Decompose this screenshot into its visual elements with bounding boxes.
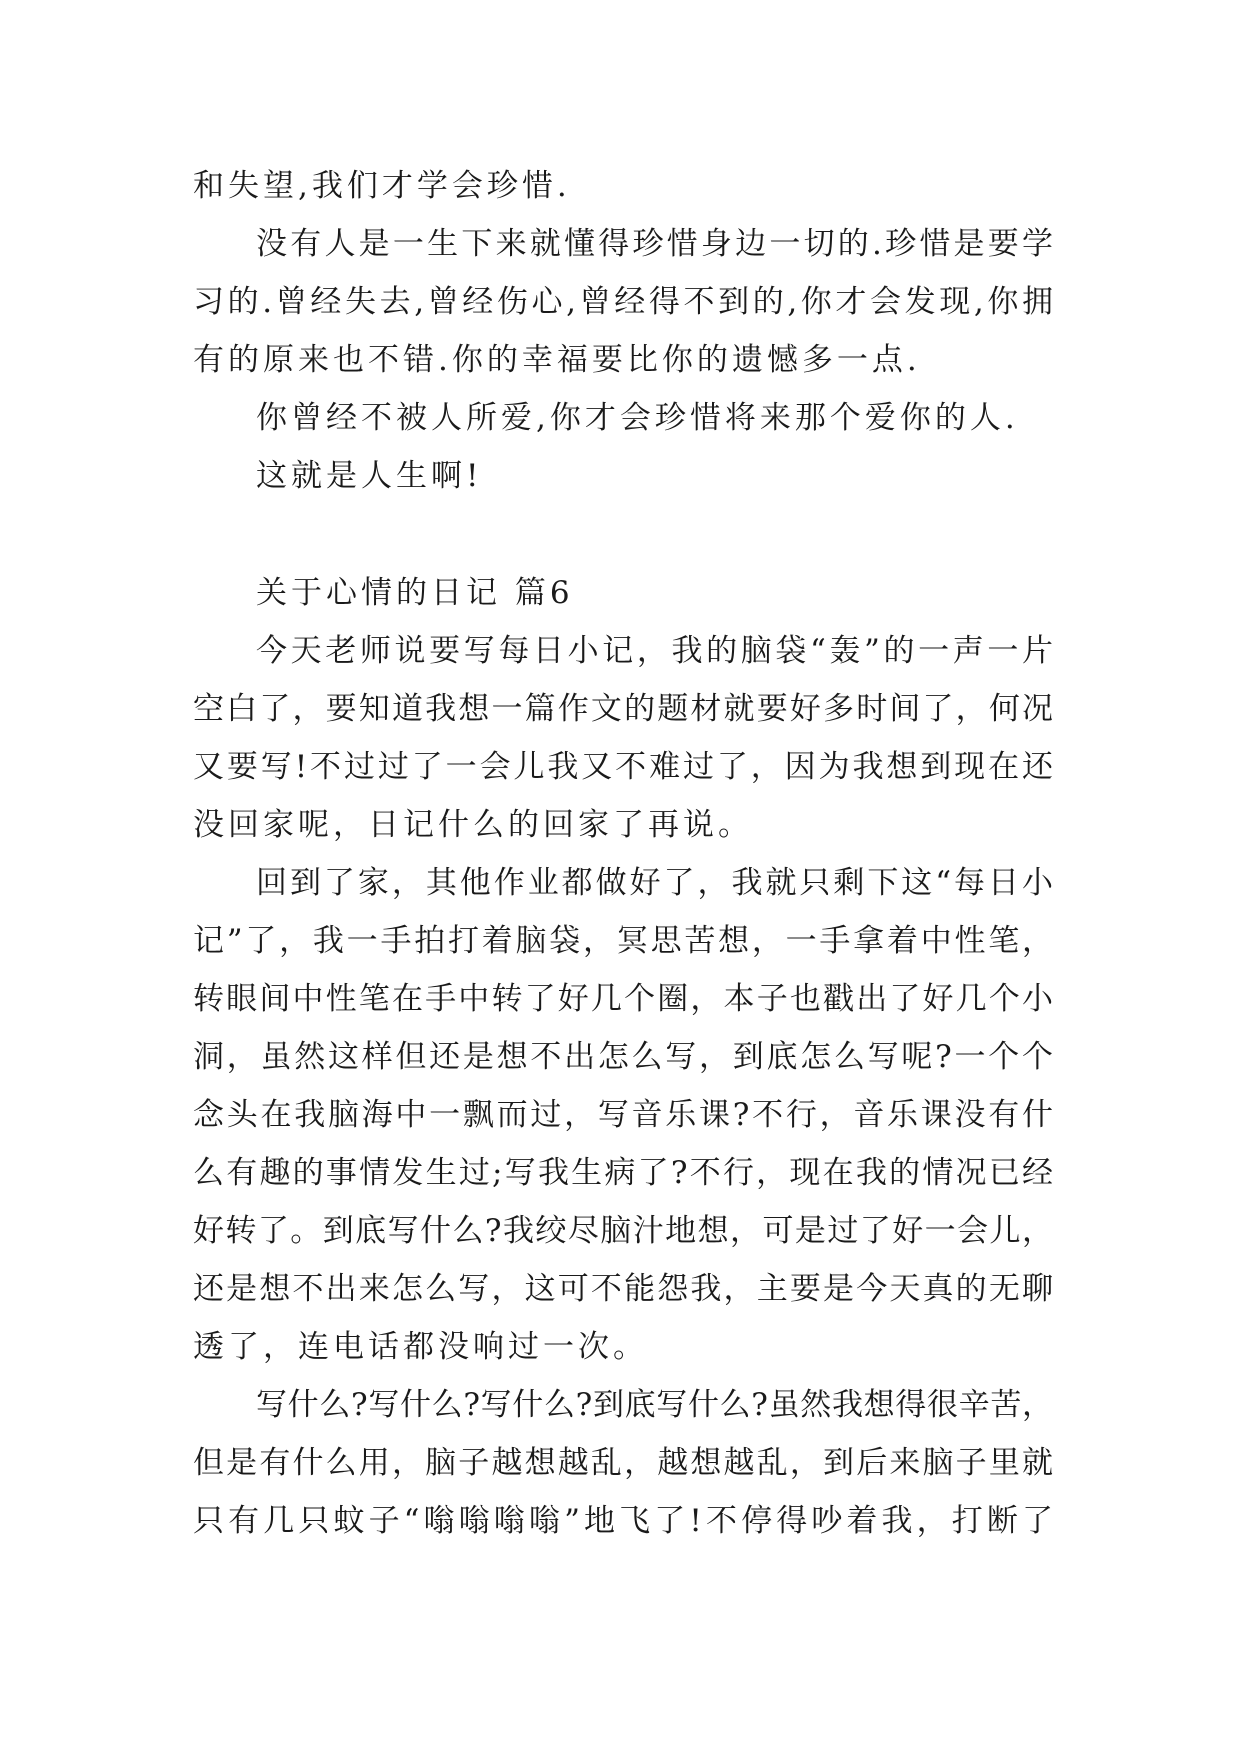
paragraph-start-line: 这就是人生啊! [256,458,483,494]
paragraph-start-line: 今天老师说要写每日小记，我的脑袋“轰”的一声一片 [256,633,1053,669]
text-line: 转眼间中性笔在手中转了好几个圈，本子也戳出了好几个小 [193,981,1053,1017]
text-line: 又要写!不过过了一会儿我又不难过了，因为我想到现在还 [193,749,1053,785]
paragraph-start-line: 你曾经不被人所爱,你才会珍惜将来那个爱你的人. [256,400,1019,436]
text-line: 和失望,我们才学会珍惜. [193,168,571,204]
text-line: 还是想不出来怎么写，这可不能怨我，主要是今天真的无聊 [193,1271,1053,1307]
text-line: 洞，虽然这样但还是想不出怎么写，到底怎么写呢?一个个 [193,1039,1053,1075]
text-line: 记”了，我一手拍打着脑袋，冥思苦想，一手拿着中性笔， [193,923,1053,959]
text-line: 有的原来也不错.你的幸福要比你的遗憾多一点. [193,342,921,378]
section-heading: 关于心情的日记 篇6 [256,575,574,611]
text-line: 好转了。到底写什么?我绞尽脑汁地想，可是过了好一会儿， [193,1213,1053,1249]
text-line: 么有趣的事情发生过;写我生病了?不行，现在我的情况已经 [193,1155,1053,1191]
text-line: 但是有什么用，脑子越想越乱，越想越乱，到后来脑子里就 [193,1445,1053,1481]
paragraph-start-line: 回到了家，其他作业都做好了，我就只剩下这“每日小 [256,865,1053,901]
paragraph-start-line: 写什么?写什么?写什么?到底写什么?虽然我想得很辛苦， [256,1387,1053,1423]
text-line: 念头在我脑海中一飘而过，写音乐课?不行，音乐课没有什 [193,1097,1053,1133]
text-line: 透了，连电话都没响过一次。 [193,1329,648,1365]
text-line: 习的.曾经失去,曾经伤心,曾经得不到的,你才会发现,你拥 [193,284,1053,320]
text-line: 空白了，要知道我想一篇作文的题材就要好多时间了，何况 [193,691,1053,727]
paragraph-start-line: 没有人是一生下来就懂得珍惜身边一切的.珍惜是要学 [256,226,1053,262]
text-line: 只有几只蚊子“嗡嗡嗡嗡”地飞了!不停得吵着我，打断了 [193,1503,1053,1539]
text-line: 没回家呢，日记什么的回家了再说。 [193,807,753,843]
